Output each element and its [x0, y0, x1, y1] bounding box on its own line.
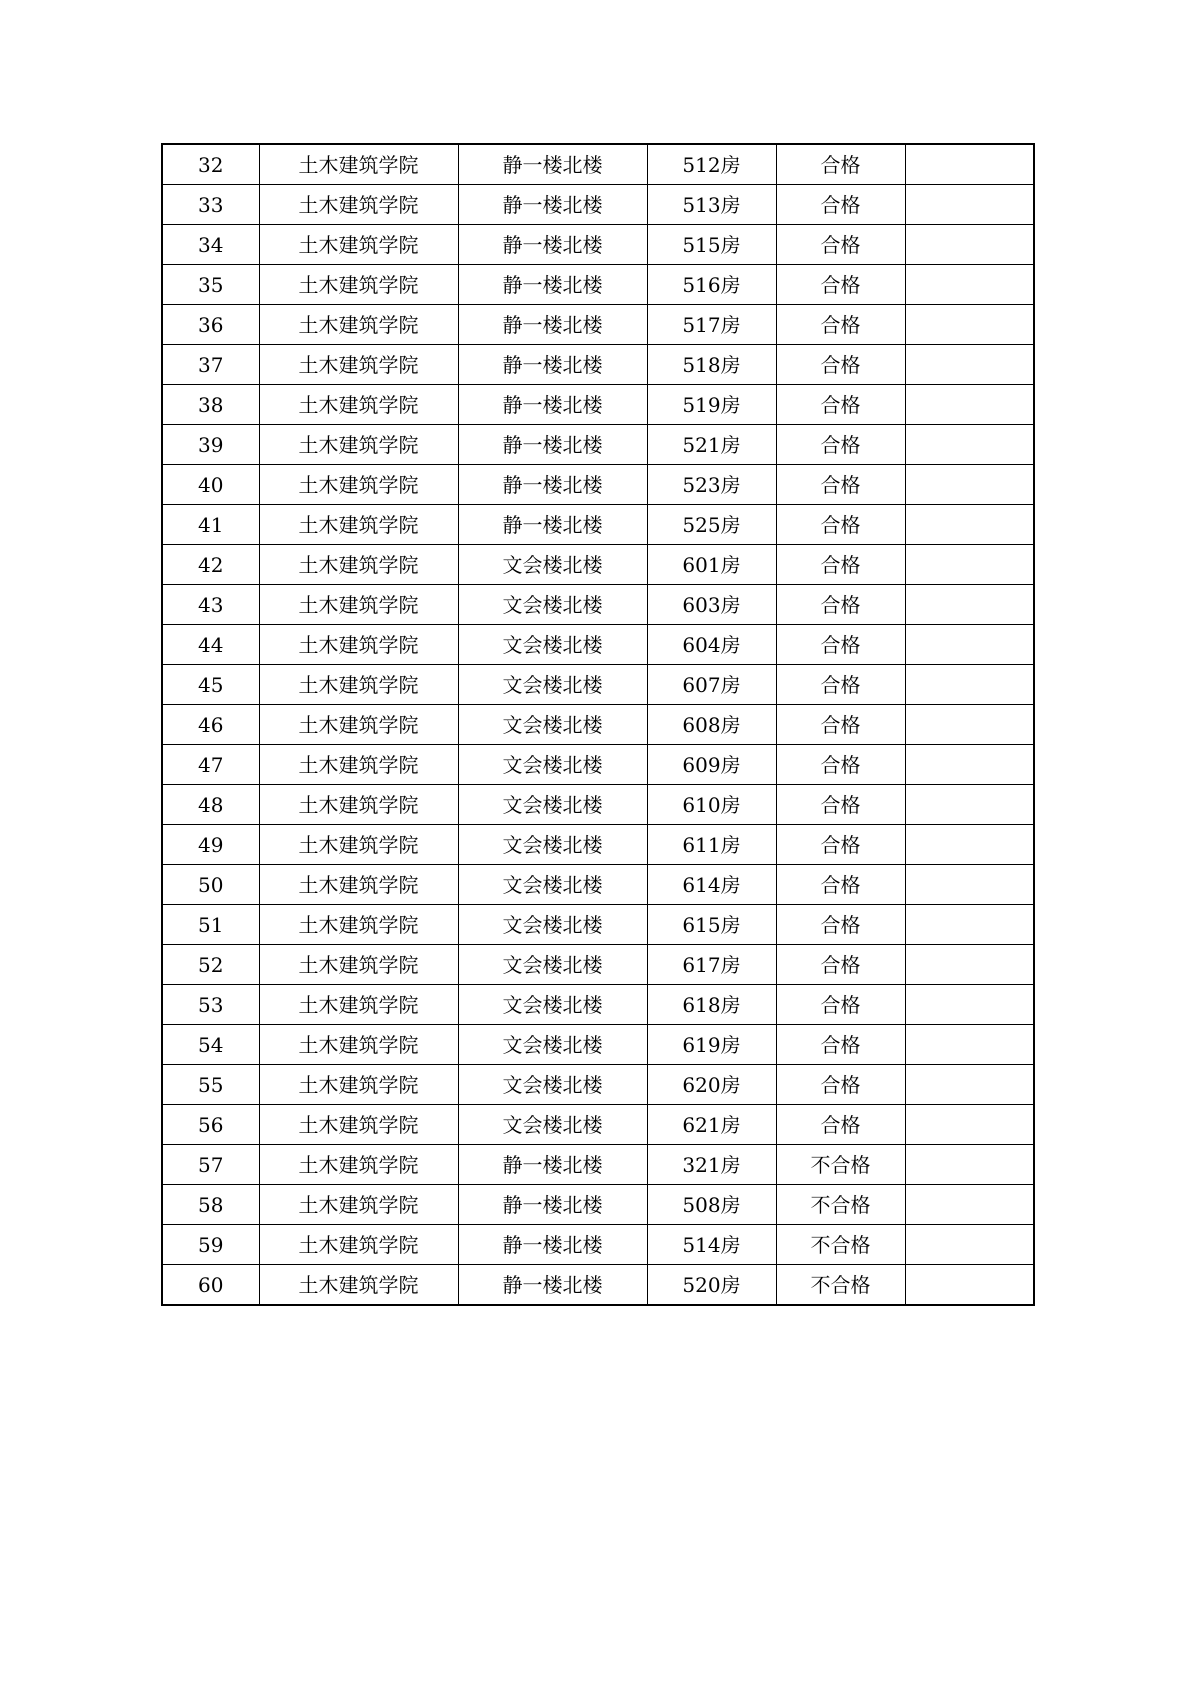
- college-cell: 土木建筑学院: [259, 825, 458, 865]
- row-number-cell: 54: [162, 1025, 259, 1065]
- room-cell: 512房: [647, 144, 776, 185]
- row-number-cell: 58: [162, 1185, 259, 1225]
- result-cell: 合格: [776, 225, 905, 265]
- room-cell: 508房: [647, 1185, 776, 1225]
- college-cell: 土木建筑学院: [259, 665, 458, 705]
- table-row: [162, 785, 1034, 825]
- result-cell: 不合格: [776, 1265, 905, 1306]
- row-number-cell: 35: [162, 265, 259, 305]
- table-row: [162, 185, 1034, 225]
- room-cell: 521房: [647, 425, 776, 465]
- table-row: [162, 825, 1034, 865]
- result-cell: 合格: [776, 505, 905, 545]
- note-cell: [905, 1185, 1034, 1225]
- building-cell: 静一楼北楼: [458, 425, 647, 465]
- note-cell: [905, 745, 1034, 785]
- result-cell: 合格: [776, 385, 905, 425]
- note-cell: [905, 785, 1034, 825]
- note-cell: [905, 1065, 1034, 1105]
- room-cell: 601房: [647, 545, 776, 585]
- building-cell: 静一楼北楼: [458, 1265, 647, 1306]
- table-row: [162, 705, 1034, 745]
- row-number-cell: 42: [162, 545, 259, 585]
- room-cell: 618房: [647, 985, 776, 1025]
- result-cell: 合格: [776, 465, 905, 505]
- room-cell: 513房: [647, 185, 776, 225]
- college-cell: 土木建筑学院: [259, 1025, 458, 1065]
- table-row: [162, 1105, 1034, 1145]
- result-cell: 合格: [776, 745, 905, 785]
- row-number-cell: 48: [162, 785, 259, 825]
- college-cell: 土木建筑学院: [259, 585, 458, 625]
- row-number-cell: 50: [162, 865, 259, 905]
- row-number-cell: 37: [162, 345, 259, 385]
- result-cell: 合格: [776, 545, 905, 585]
- row-number-cell: 43: [162, 585, 259, 625]
- room-cell: 619房: [647, 1025, 776, 1065]
- result-cell: 合格: [776, 1105, 905, 1145]
- college-cell: 土木建筑学院: [259, 425, 458, 465]
- building-cell: 文会楼北楼: [458, 665, 647, 705]
- college-cell: 土木建筑学院: [259, 265, 458, 305]
- row-number-cell: 47: [162, 745, 259, 785]
- college-cell: 土木建筑学院: [259, 705, 458, 745]
- note-cell: [905, 1145, 1034, 1185]
- room-cell: 516房: [647, 265, 776, 305]
- table-row: [162, 545, 1034, 585]
- result-cell: 合格: [776, 345, 905, 385]
- note-cell: [905, 625, 1034, 665]
- room-cell: 607房: [647, 665, 776, 705]
- room-cell: 518房: [647, 345, 776, 385]
- row-number-cell: 49: [162, 825, 259, 865]
- row-number-cell: 57: [162, 1145, 259, 1185]
- building-cell: 文会楼北楼: [458, 1065, 647, 1105]
- table-row: [162, 1145, 1034, 1185]
- building-cell: 文会楼北楼: [458, 705, 647, 745]
- note-cell: [905, 985, 1034, 1025]
- room-cell: 611房: [647, 825, 776, 865]
- table-row: [162, 425, 1034, 465]
- college-cell: 土木建筑学院: [259, 985, 458, 1025]
- result-cell: 合格: [776, 985, 905, 1025]
- row-number-cell: 53: [162, 985, 259, 1025]
- table-body: [162, 144, 1034, 1305]
- college-cell: 土木建筑学院: [259, 1065, 458, 1105]
- row-number-cell: 56: [162, 1105, 259, 1145]
- table-row: [162, 585, 1034, 625]
- college-cell: 土木建筑学院: [259, 345, 458, 385]
- table-row: [162, 745, 1034, 785]
- row-number-cell: 39: [162, 425, 259, 465]
- building-cell: 静一楼北楼: [458, 505, 647, 545]
- note-cell: [905, 1265, 1034, 1306]
- building-cell: 静一楼北楼: [458, 144, 647, 185]
- table-row: [162, 985, 1034, 1025]
- result-cell: 不合格: [776, 1185, 905, 1225]
- result-cell: 不合格: [776, 1145, 905, 1185]
- room-cell: 321房: [647, 1145, 776, 1185]
- note-cell: [905, 665, 1034, 705]
- row-number-cell: 55: [162, 1065, 259, 1105]
- college-cell: 土木建筑学院: [259, 385, 458, 425]
- table-row: [162, 905, 1034, 945]
- room-cell: 523房: [647, 465, 776, 505]
- result-cell: 合格: [776, 945, 905, 985]
- table-row: [162, 1065, 1034, 1105]
- college-cell: 土木建筑学院: [259, 625, 458, 665]
- college-cell: 土木建筑学院: [259, 865, 458, 905]
- building-cell: 静一楼北楼: [458, 225, 647, 265]
- row-number-cell: 46: [162, 705, 259, 745]
- building-cell: 静一楼北楼: [458, 385, 647, 425]
- table-row: [162, 1225, 1034, 1265]
- inspection-results-table: [161, 143, 1035, 1306]
- note-cell: [905, 425, 1034, 465]
- note-cell: [905, 505, 1034, 545]
- room-cell: 520房: [647, 1265, 776, 1306]
- result-cell: 合格: [776, 1065, 905, 1105]
- room-cell: 517房: [647, 305, 776, 345]
- room-cell: 603房: [647, 585, 776, 625]
- table-row: [162, 465, 1034, 505]
- building-cell: 文会楼北楼: [458, 545, 647, 585]
- row-number-cell: 52: [162, 945, 259, 985]
- college-cell: 土木建筑学院: [259, 305, 458, 345]
- room-cell: 621房: [647, 1105, 776, 1145]
- room-cell: 609房: [647, 745, 776, 785]
- result-cell: 合格: [776, 825, 905, 865]
- note-cell: [905, 1025, 1034, 1065]
- result-cell: 合格: [776, 785, 905, 825]
- college-cell: 土木建筑学院: [259, 785, 458, 825]
- result-cell: 合格: [776, 425, 905, 465]
- table-row: [162, 345, 1034, 385]
- result-cell: 合格: [776, 1025, 905, 1065]
- row-number-cell: 60: [162, 1265, 259, 1306]
- building-cell: 文会楼北楼: [458, 985, 647, 1025]
- row-number-cell: 44: [162, 625, 259, 665]
- table-row: [162, 1265, 1034, 1306]
- note-cell: [905, 945, 1034, 985]
- building-cell: 文会楼北楼: [458, 905, 647, 945]
- result-cell: 不合格: [776, 1225, 905, 1265]
- table-row: [162, 505, 1034, 545]
- college-cell: 土木建筑学院: [259, 1145, 458, 1185]
- result-cell: 合格: [776, 585, 905, 625]
- row-number-cell: 51: [162, 905, 259, 945]
- college-cell: 土木建筑学院: [259, 185, 458, 225]
- building-cell: 文会楼北楼: [458, 745, 647, 785]
- row-number-cell: 38: [162, 385, 259, 425]
- room-cell: 525房: [647, 505, 776, 545]
- building-cell: 文会楼北楼: [458, 945, 647, 985]
- college-cell: 土木建筑学院: [259, 225, 458, 265]
- table-row: [162, 1025, 1034, 1065]
- table-row: [162, 665, 1034, 705]
- table-row: [162, 1185, 1034, 1225]
- result-cell: 合格: [776, 144, 905, 185]
- row-number-cell: 34: [162, 225, 259, 265]
- table-row: [162, 865, 1034, 905]
- building-cell: 静一楼北楼: [458, 345, 647, 385]
- row-number-cell: 45: [162, 665, 259, 705]
- building-cell: 文会楼北楼: [458, 825, 647, 865]
- table-row: [162, 385, 1034, 425]
- note-cell: [905, 705, 1034, 745]
- college-cell: 土木建筑学院: [259, 505, 458, 545]
- result-cell: 合格: [776, 625, 905, 665]
- college-cell: 土木建筑学院: [259, 1265, 458, 1306]
- note-cell: [905, 305, 1034, 345]
- building-cell: 静一楼北楼: [458, 465, 647, 505]
- note-cell: [905, 385, 1034, 425]
- room-cell: 620房: [647, 1065, 776, 1105]
- note-cell: [905, 1105, 1034, 1145]
- note-cell: [905, 585, 1034, 625]
- table-row: [162, 305, 1034, 345]
- table-row: [162, 625, 1034, 665]
- room-cell: 617房: [647, 945, 776, 985]
- table-row: [162, 144, 1034, 185]
- note-cell: [905, 1225, 1034, 1265]
- note-cell: [905, 144, 1034, 185]
- building-cell: 静一楼北楼: [458, 185, 647, 225]
- building-cell: 文会楼北楼: [458, 1025, 647, 1065]
- row-number-cell: 36: [162, 305, 259, 345]
- college-cell: 土木建筑学院: [259, 745, 458, 785]
- note-cell: [905, 465, 1034, 505]
- room-cell: 610房: [647, 785, 776, 825]
- table-row: [162, 265, 1034, 305]
- college-cell: 土木建筑学院: [259, 1225, 458, 1265]
- college-cell: 土木建筑学院: [259, 905, 458, 945]
- note-cell: [905, 905, 1034, 945]
- building-cell: 文会楼北楼: [458, 625, 647, 665]
- college-cell: 土木建筑学院: [259, 545, 458, 585]
- college-cell: 土木建筑学院: [259, 945, 458, 985]
- result-cell: 合格: [776, 305, 905, 345]
- building-cell: 文会楼北楼: [458, 1105, 647, 1145]
- room-cell: 614房: [647, 865, 776, 905]
- building-cell: 文会楼北楼: [458, 785, 647, 825]
- building-cell: 文会楼北楼: [458, 865, 647, 905]
- result-cell: 合格: [776, 905, 905, 945]
- room-cell: 608房: [647, 705, 776, 745]
- row-number-cell: 33: [162, 185, 259, 225]
- college-cell: 土木建筑学院: [259, 465, 458, 505]
- room-cell: 519房: [647, 385, 776, 425]
- college-cell: 土木建筑学院: [259, 1185, 458, 1225]
- table-row: [162, 945, 1034, 985]
- row-number-cell: 40: [162, 465, 259, 505]
- note-cell: [905, 265, 1034, 305]
- college-cell: 土木建筑学院: [259, 1105, 458, 1145]
- building-cell: 静一楼北楼: [458, 1145, 647, 1185]
- result-cell: 合格: [776, 185, 905, 225]
- row-number-cell: 41: [162, 505, 259, 545]
- row-number-cell: 32: [162, 144, 259, 185]
- result-cell: 合格: [776, 865, 905, 905]
- note-cell: [905, 225, 1034, 265]
- room-cell: 514房: [647, 1225, 776, 1265]
- building-cell: 静一楼北楼: [458, 265, 647, 305]
- result-cell: 合格: [776, 665, 905, 705]
- result-cell: 合格: [776, 705, 905, 745]
- row-number-cell: 59: [162, 1225, 259, 1265]
- result-cell: 合格: [776, 265, 905, 305]
- note-cell: [905, 825, 1034, 865]
- room-cell: 615房: [647, 905, 776, 945]
- building-cell: 静一楼北楼: [458, 305, 647, 345]
- building-cell: 静一楼北楼: [458, 1225, 647, 1265]
- note-cell: [905, 345, 1034, 385]
- room-cell: 604房: [647, 625, 776, 665]
- note-cell: [905, 545, 1034, 585]
- college-cell: 土木建筑学院: [259, 144, 458, 185]
- room-cell: 515房: [647, 225, 776, 265]
- note-cell: [905, 865, 1034, 905]
- note-cell: [905, 185, 1034, 225]
- building-cell: 静一楼北楼: [458, 1185, 647, 1225]
- building-cell: 文会楼北楼: [458, 585, 647, 625]
- table-row: [162, 225, 1034, 265]
